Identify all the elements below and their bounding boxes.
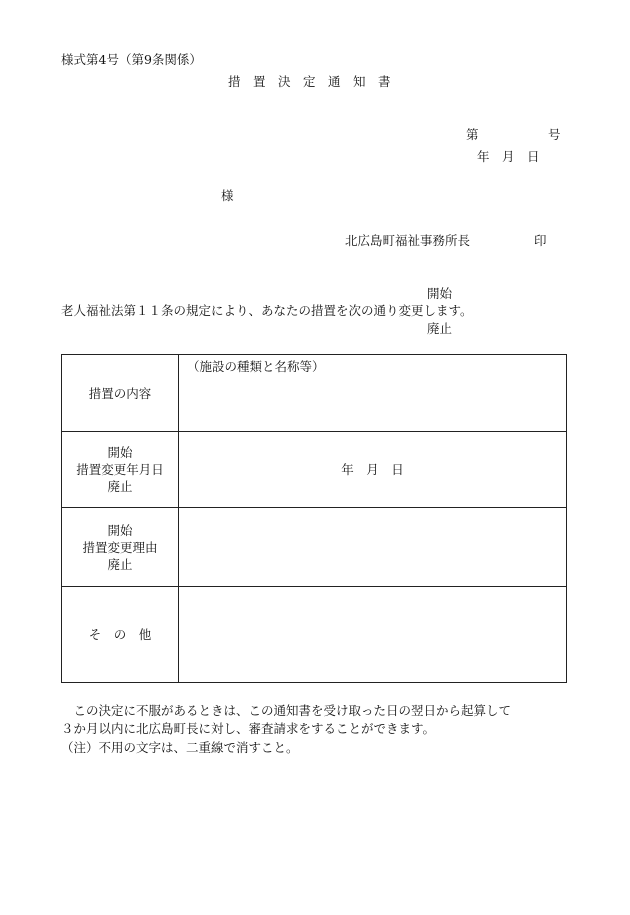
table-row <box>62 508 567 587</box>
document-number-suffix: 号 <box>548 127 561 142</box>
row-label-other: そ の 他 <box>62 587 179 683</box>
other-value <box>179 587 567 683</box>
table-row <box>62 587 567 683</box>
option-stop: 廃止 <box>427 321 453 336</box>
footer-line-1: この決定に不服があるときは、この通知書を受け取った日の翌日から起算して <box>61 703 512 718</box>
measure-table <box>61 354 567 683</box>
footer-note: （注）不用の文字は、二重線で消すこと。 <box>61 740 299 755</box>
table-row <box>62 432 567 508</box>
label-change-reason: 措置変更理由 <box>82 539 158 555</box>
label-stop: 廃止 <box>107 479 133 494</box>
form-number: 様式第4号（第9条関係） <box>61 52 202 67</box>
issuer-name: 北広島町福祉事務所長 <box>345 233 471 248</box>
seal-mark: 印 <box>534 233 547 248</box>
recipient-suffix: 様 <box>221 188 234 203</box>
change-date-value: 年 月 日 <box>179 432 567 508</box>
row-label-reason <box>62 508 179 587</box>
label-start: 開始 <box>107 522 133 538</box>
change-reason-value <box>179 508 567 587</box>
issue-date: 年 月 日 <box>477 149 540 164</box>
document-number-prefix: 第 <box>466 127 479 142</box>
table-row <box>62 355 567 432</box>
option-start: 開始 <box>427 286 453 301</box>
label-start: 開始 <box>107 445 133 460</box>
body-text: 老人福祉法第１１条の規定により、あなたの措置を次の通り変更します。 <box>61 303 473 318</box>
row-label-content: 措置の内容 <box>62 355 179 432</box>
label-stop: 廃止 <box>107 556 133 572</box>
label-change-date: 措置変更年月日 <box>76 462 164 477</box>
row-label-date <box>62 432 179 508</box>
document-title: 措 置 決 定 通 知 書 <box>228 74 391 89</box>
footer-line-2: ３か月以内に北広島町長に対し、審査請求をすることができます。 <box>61 721 436 736</box>
facility-note: （施設の種類と名称等） <box>179 355 567 432</box>
